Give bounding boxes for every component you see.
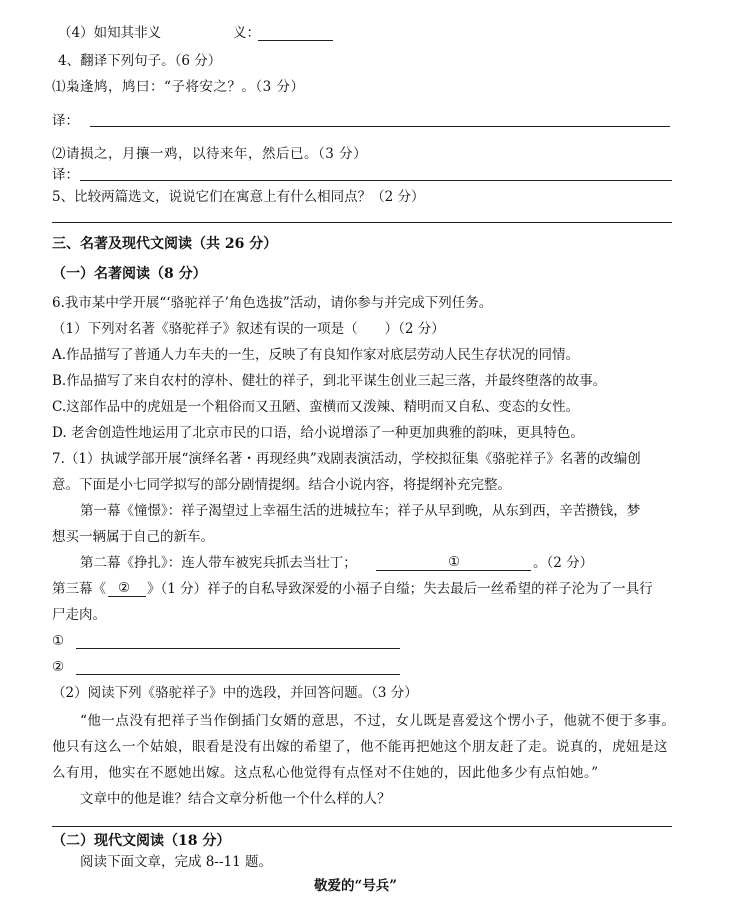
q7-act3-mark: ② (118, 580, 131, 596)
q4-item4-answer-blank[interactable] (258, 40, 333, 41)
q7-question: 文章中的他是谁？结合文章分析他一个什么样的人？ (80, 791, 391, 807)
q6-option-a: A.作品描写了普通人力车夫的一生，反映了有良知作家对底层劳动人民生存状况的同情。 (52, 347, 580, 363)
q4-item4-text: （4）如知其非义 (58, 25, 162, 41)
q4-translate-label-1: 译： (52, 113, 79, 129)
q6-option-b: B.作品描写了来自农村的淳朴、健壮的祥子，到北平谋生创业三起三落，并最终堕落的故事。 (52, 373, 607, 389)
q4-translate-line-1[interactable] (90, 126, 670, 127)
part2-title: （二）现代文阅读（18 分） (52, 833, 231, 849)
q7-quote-line3: 么有用，他实在不愿她出嫁。这点私心他觉得有点怪对不住她的，因此他多少有点怕她。” (52, 765, 599, 781)
q7-act3-prefix: 第三幕《 (52, 581, 106, 597)
q7-line1: 7.（1）执诚学部开展“演绎名著・再现经典”戏剧表演活动，学校拟征集《骆驼祥子》名著的改编创 (52, 451, 641, 467)
q7-answer2-mark: ② (52, 659, 65, 675)
part2-instruction: 阅读下面文章，完成 8--11 题。 (80, 854, 272, 870)
q4-translate-line-2[interactable] (80, 180, 672, 181)
q7-act3-text: 》（1 分）祥子的自私导致深爱的小福子自缢；失去最后一丝希望的祥子沦为了一具行 (147, 581, 653, 597)
q6-intro: 6.我市某中学开展“‘骆驼祥子’角色选拔”活动，请你参与并完成下列任务。 (52, 295, 493, 311)
q7-act2-text: 第二幕《挣扎》：连人带车被宪兵抓去当壮丁； (80, 555, 357, 571)
q4-translate-label-2: 译： (52, 167, 79, 183)
q4-sentence-1: ⑴枭逢鸠，鸠曰：“子将安之？。（3 分） (52, 79, 305, 95)
q5-answer-line[interactable] (52, 222, 672, 223)
q7-sub2: （2）阅读下列《骆驼祥子》中的选段，并回答问题。（3 分） (52, 685, 418, 701)
article-title: 敬爱的“号兵” (314, 878, 398, 894)
q4-item4-label: 义： (233, 25, 260, 41)
q6-option-d: D. 老舍创造性地运用了北京市民的口语，给小说增添了一种更加典雅的韵味，更具特色。 (52, 425, 584, 441)
q7-act1-line1: 第一幕《憧憬》：祥子渴望过上幸福生活的进城拉车；祥子从早到晚，从东到西，辛苦攒钱，梦 (80, 503, 641, 519)
q7-act1-line2: 想买一辆属于自己的新车。 (52, 529, 214, 545)
q6-option-c: C.这部作品中的虎妞是一个粗俗而又丑陋、蛮横而又泼辣、精明而又自私、变态的女性。 (52, 399, 580, 415)
q5-text: 5、比较两篇选文，说说它们在寓意上有什么相同点？（2 分） (52, 189, 425, 205)
section-divider (52, 826, 672, 827)
q7-answer2-line[interactable] (76, 674, 400, 675)
q7-act2-tail: 。（2 分） (533, 555, 594, 571)
q7-act3-line2: 尸走肉。 (52, 607, 106, 623)
q7-answer1-mark: ① (52, 633, 65, 649)
q7-quote-line2: 他只有这么一个姑娘，眼看是没有出嫁的希望了，他不能再把她这个朋友赶了走。说真的，虎妞是这 (52, 739, 668, 755)
q7-act2-mark: ① (448, 554, 461, 570)
part1-title: （一）名著阅读（8 分） (52, 266, 207, 282)
q6-sub1: （1）下列对名著《骆驼祥子》叙述有误的一项是（ ）（2 分） (52, 321, 445, 337)
q4-sentence-2: ⑵请损之，月攘一鸡，以待来年，然后已。（3 分） (52, 146, 368, 162)
q7-quote-line1: “他一点没有把祥子当作倒插门女婿的意思，不过，女儿既是喜爱这个愣小子，他就不便于多事。 (80, 713, 676, 729)
q4-title: 4、翻译下列句子。（6 分） (58, 53, 222, 69)
section3-title: 三、名著及现代文阅读（共 26 分） (52, 236, 278, 252)
q7-answer1-line[interactable] (76, 648, 400, 649)
q7-line2: 意。下面是小七同学拟写的部分剧情提纲。结合小说内容，将提纲补充完整。 (52, 477, 511, 493)
